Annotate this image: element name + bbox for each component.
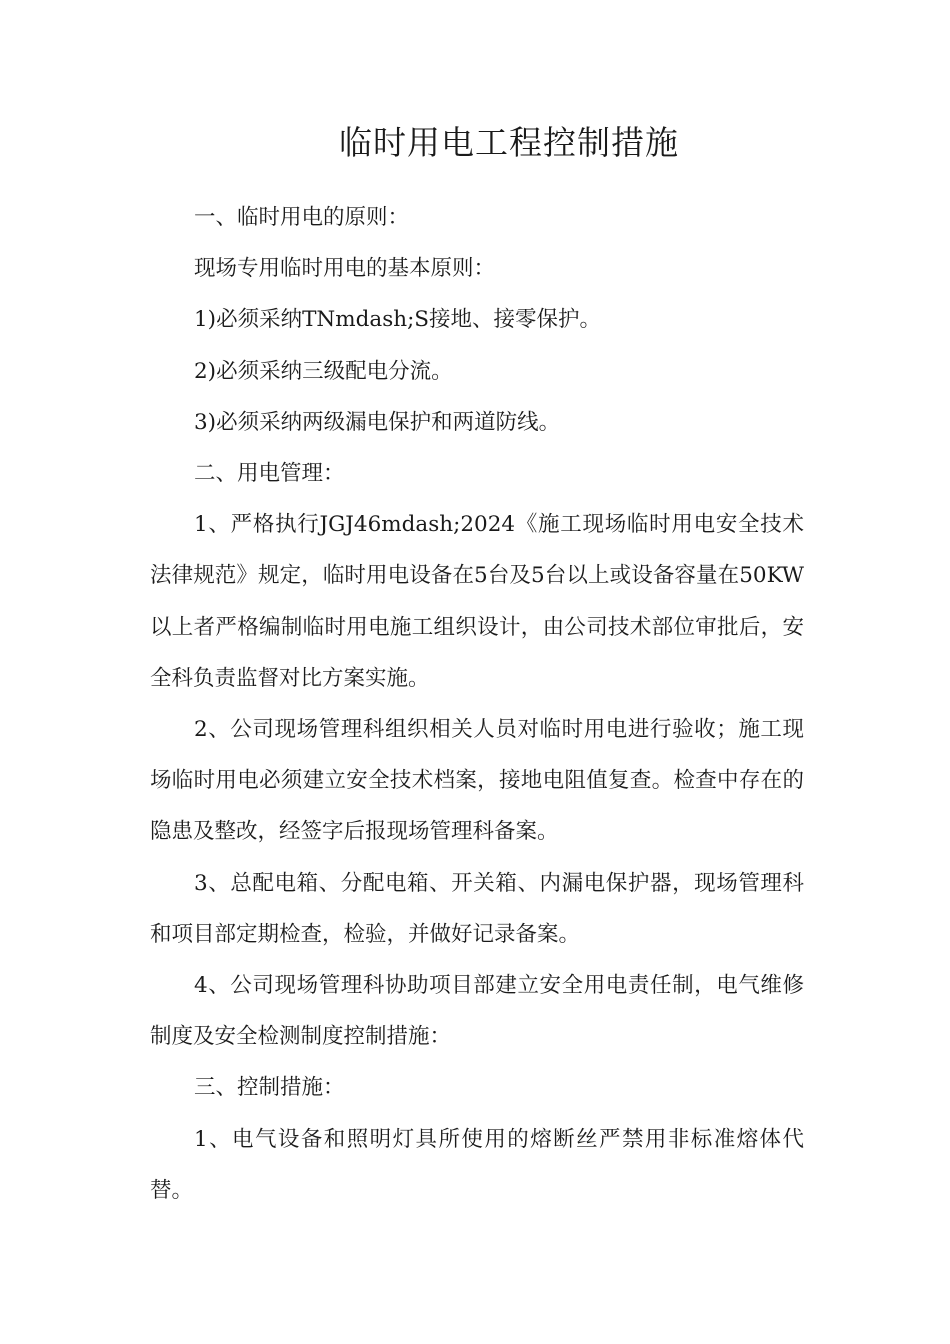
- paragraph: 4、公司现场管理科协助项目部建立安全用电责任制，电气维修制度及安全检测制度控制措施：: [150, 973, 804, 1050]
- list-item: 3)必须采纳两级漏电保护和两道防线。: [194, 409, 561, 435]
- section-heading-management: 二、用电管理：: [194, 461, 345, 487]
- document-body: [150, 192, 804, 1216]
- document-title: 临时用电工程控制措施: [339, 123, 679, 162]
- paragraph: 3、总配电箱、分配电箱、开关箱、内漏电保护器，现场管理科和项目部定期检查，检验，并做好记录备案。: [150, 870, 804, 947]
- paragraph: 现场专用临时用电的基本原则：: [194, 256, 496, 282]
- section-heading-control: 三、控制措施：: [194, 1075, 345, 1101]
- list-item: 1)必须采纳TNmdash;S接地、接零保护。: [194, 307, 602, 333]
- list-item: 2)必须采纳三级配电分流。: [194, 358, 453, 384]
- paragraph: 1、严格执行JGJ46mdash;2024《施工现场临时用电安全技术法律规范》规定，临时用电设备在5台及5台以上或设备容量在50KW以上者严格编制临时用电施工组织设计，由公司技术部位审批后，安全科负责监督对比方案实施。: [150, 512, 804, 691]
- section-heading-principles: 一、临时用电的原则：: [194, 205, 410, 230]
- paragraph: 2、公司现场管理科组织相关人员对临时用电进行验收；施工现场临时用电必须建立安全技术档案，接地电阻值复查。检查中存在的隐患及整改，经签字后报现场管理科备案。: [150, 717, 804, 845]
- paragraph: 1、电气设备和照明灯具所使用的熔断丝严禁用非标准熔体代替。: [150, 1126, 804, 1203]
